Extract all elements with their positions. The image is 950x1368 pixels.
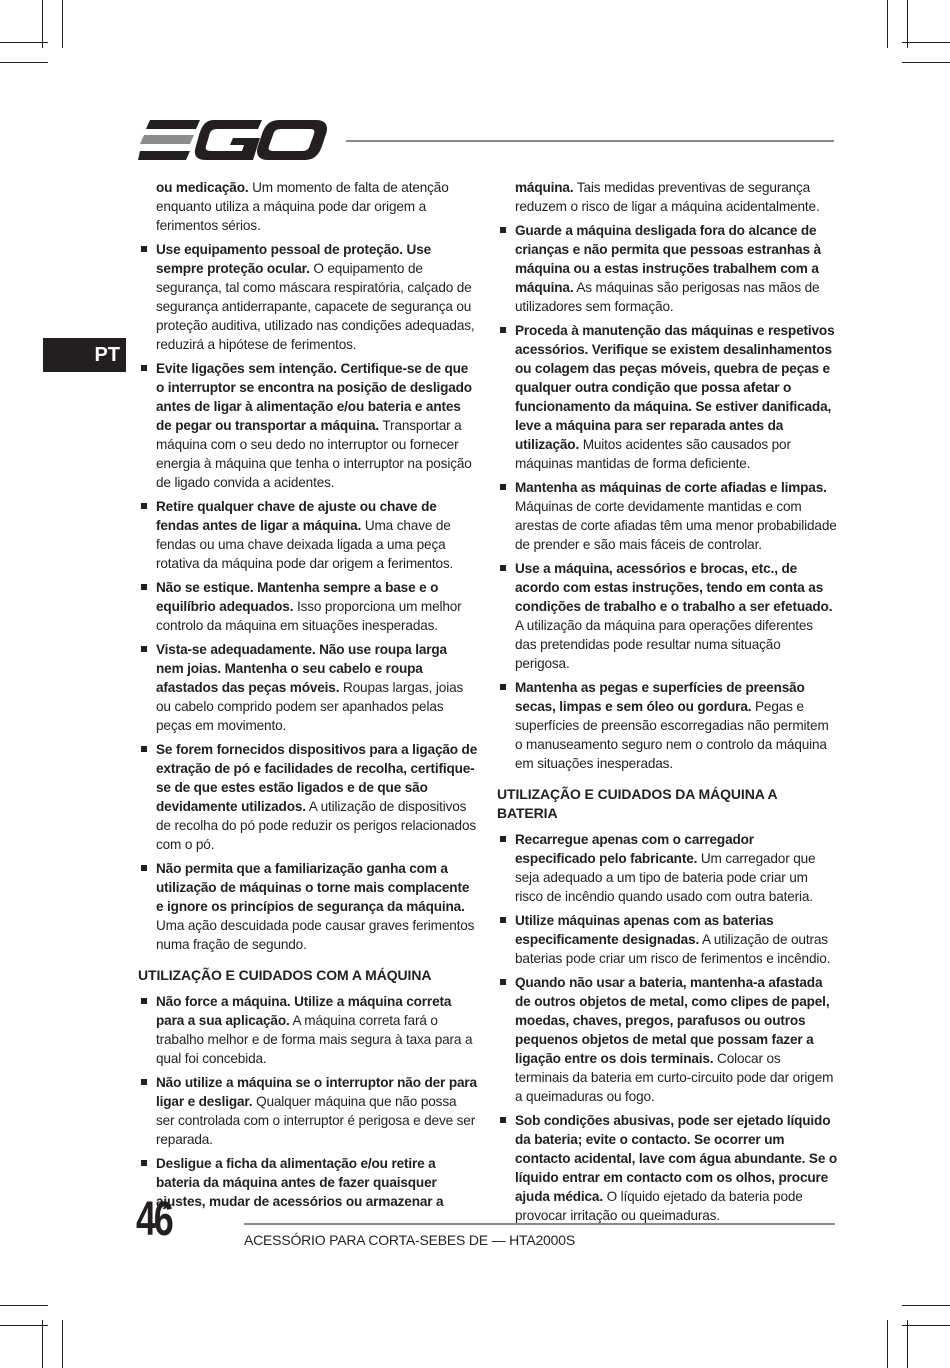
bullet-item bbox=[497, 321, 837, 473]
crop-mark bbox=[0, 1305, 48, 1306]
bold-lead: Use equipamento pessoal de proteção. Use sempre proteção ocular. bbox=[156, 242, 432, 276]
header-rule bbox=[346, 140, 834, 142]
square-bullet-icon bbox=[500, 917, 506, 923]
bold-lead: Vista-se adequadamente. Não use roupa larga nem joias. Mantenha o seu cabelo e roupa afastados das peças móveis. bbox=[156, 642, 447, 695]
body-text: As máquinas são perigosas nas mãos de utilizadores sem formação. bbox=[515, 280, 820, 314]
square-bullet-icon bbox=[141, 503, 147, 509]
crop-mark bbox=[0, 1325, 48, 1326]
bold-lead: ou medicação. bbox=[156, 180, 249, 195]
crop-mark bbox=[42, 0, 43, 48]
bullet-item bbox=[497, 830, 837, 906]
bullet-item bbox=[138, 1073, 478, 1149]
crop-mark bbox=[62, 1320, 63, 1368]
square-bullet-icon bbox=[500, 484, 506, 490]
body-text: A utilização de outras baterias pode criar um risco de ferimentos e incêndio. bbox=[515, 932, 831, 966]
body-text: A utilização da máquina para operações diferentes das pretendidas pode resultar numa situação perigosa. bbox=[515, 618, 813, 671]
bullet-item bbox=[138, 992, 478, 1068]
square-bullet-icon bbox=[500, 1117, 506, 1123]
crop-mark bbox=[902, 1305, 950, 1306]
body-text: O líquido ejetado da bateria pode provocar irritação ou queimaduras. bbox=[515, 1189, 803, 1223]
body-text: O equipamento de segurança, tal como máscara respiratória, calçado de segurança antiderrapante, capacete de segurança ou proteção auditiva, utilizado nas condições adequadas, reduzirá a hipótese de ferimentos. bbox=[156, 261, 475, 352]
bullet-item bbox=[497, 973, 837, 1106]
crop-mark bbox=[0, 42, 48, 43]
bold-lead: Sob condições abusivas, pode ser ejetado líquido da bateria; evite o contacto. Se ocorrer um contacto acidental, lave com água abundante. Se o líquido entrar em contacto com os olhos, procure ajuda médica. bbox=[515, 1113, 838, 1204]
crop-mark bbox=[902, 1325, 950, 1326]
square-bullet-icon bbox=[141, 646, 147, 652]
left-column bbox=[138, 178, 478, 1216]
language-tab: PT bbox=[43, 338, 126, 372]
crop-mark bbox=[0, 62, 48, 63]
body-text: A utilização de dispositivos de recolha do pó pode reduzir os perigos relacionados com o pó. bbox=[156, 799, 477, 852]
bold-lead: Mantenha as pegas e superfícies de preensão secas, limpas e sem óleo ou gordura. bbox=[515, 680, 805, 714]
bullet-item bbox=[138, 740, 478, 854]
bold-lead: máquina. bbox=[515, 180, 574, 195]
bullet-item bbox=[138, 359, 478, 492]
body-text: Colocar os terminais da bateria em curto-circuito pode dar origem a queimaduras ou fogo. bbox=[515, 1051, 834, 1104]
crop-mark bbox=[902, 62, 950, 63]
body-text: Máquinas de corte devidamente mantidas e com arestas de corte afiadas têm uma menor probabilidade de prender e são mais fáceis de controlar. bbox=[515, 499, 837, 552]
bullet-item bbox=[497, 478, 837, 554]
bold-lead: Proceda à manutenção das máquinas e respetivos acessórios. Verifique se existem desalinhamentos ou colagem das peças móveis, quebra de peças e qualquer outra condição que possa afetar o funcionamento da máquina. Se estiver danificada, leve a máquina para ser reparada antes da utilização. bbox=[515, 323, 835, 452]
body-text: Isso proporciona um melhor controlo da máquina em situações inesperadas. bbox=[156, 599, 462, 633]
body-text: Um momento de falta de atenção enquanto utiliza a máquina pode dar origem a ferimentos sérios. bbox=[156, 180, 449, 233]
bold-lead: Desligue a ficha da alimentação e/ou retire a bateria da máquina antes de fazer quaisquer ajustes, mudar de acessórios ou armazenar a bbox=[156, 1156, 444, 1209]
crop-mark bbox=[887, 0, 888, 48]
bold-lead: Se forem fornecidos dispositivos para a ligação de extração de pó e facilidades de recolha, certifique-se de que estes estão ligados e de que são devidamente utilizados. bbox=[156, 742, 478, 814]
bold-lead: Não force a máquina. Utilize a máquina correta para a sua aplicação. bbox=[156, 994, 452, 1028]
crop-mark bbox=[907, 1320, 908, 1368]
square-bullet-icon bbox=[500, 836, 506, 842]
square-bullet-icon bbox=[500, 684, 506, 690]
bullet-item bbox=[138, 240, 478, 354]
footer-title: ACESSÓRIO PARA CORTA-SEBES DE — HTA2000S bbox=[244, 1232, 575, 1248]
section-heading: UTILIZAÇÃO E CUIDADOS DA MÁQUINA A BATERIA bbox=[497, 786, 777, 821]
bold-lead: Guarde a máquina desligada fora do alcance de crianças e não permita que pessoas estranhas à máquina ou a estas instruções trabalhem com a máquina. bbox=[515, 223, 821, 295]
body-text: Transportar a máquina com o seu dedo no interruptor ou fornecer energia à máquina que tenha o interruptor na posição de ligado convida a acidentes. bbox=[156, 418, 472, 490]
section-heading: UTILIZAÇÃO E CUIDADOS COM A MÁQUINA bbox=[138, 967, 432, 983]
bold-lead: Retire qualquer chave de ajuste ou chave de fendas antes de ligar a máquina. bbox=[156, 499, 437, 533]
bullet-item bbox=[138, 497, 478, 573]
crop-mark bbox=[902, 42, 950, 43]
body-text: Muitos acidentes são causados por máquinas mantidas de forma deficiente. bbox=[515, 437, 791, 471]
square-bullet-icon bbox=[500, 227, 506, 233]
body-text: Uma chave de fendas ou uma chave deixada ligada a uma peça rotativa da máquina pode dar origem a ferimentos. bbox=[156, 518, 454, 571]
bold-lead: Quando não usar a bateria, mantenha-a afastada de outros objetos de metal, como clipes de papel, moedas, chaves, pregos, parafusos ou outros pequenos objetos de metal que possam fazer a ligação entre os dois terminais. bbox=[515, 975, 830, 1066]
bullet-item bbox=[497, 1111, 837, 1225]
bullet-item bbox=[138, 859, 478, 954]
ego-logo bbox=[138, 118, 328, 162]
bold-lead: Use a máquina, acessórios e brocas, etc., de acordo com estas instruções, tendo em conta as condições de trabalho e o trabalho a ser efetuado. bbox=[515, 561, 833, 614]
bullet-item bbox=[138, 578, 478, 635]
bold-lead: Mantenha as máquinas de corte afiadas e limpas. bbox=[515, 480, 827, 495]
bold-lead: Não permita que a familiarização ganha com a utilização de máquinas o torne mais complacente e ignore os princípios de segurança da máquina. bbox=[156, 861, 470, 914]
crop-mark bbox=[42, 1320, 43, 1368]
bold-lead: Utilize máquinas apenas com as baterias especificamente designadas. bbox=[515, 913, 774, 947]
body-text: Pegas e superfícies de preensão escorregadias não permitem o manuseamento seguro nem o controlo da máquina em situações inesperadas. bbox=[515, 699, 829, 771]
square-bullet-icon bbox=[141, 1160, 147, 1166]
crop-mark bbox=[62, 0, 63, 48]
body-text: Tais medidas preventivas de segurança reduzem o risco de ligar a máquina acidentalmente. bbox=[515, 180, 820, 214]
bullet-item bbox=[497, 678, 837, 773]
square-bullet-icon bbox=[141, 365, 147, 371]
square-bullet-icon bbox=[141, 584, 147, 590]
square-bullet-icon bbox=[141, 998, 147, 1004]
crop-mark bbox=[907, 0, 908, 48]
bullet-item bbox=[138, 1154, 478, 1211]
body-text: A máquina correta fará o trabalho melhor e de forma mais segura à taxa para a qual foi concebida. bbox=[156, 1013, 473, 1066]
bold-lead: Não utilize a máquina se o interruptor não der para ligar e desligar. bbox=[156, 1075, 477, 1109]
bullet-item bbox=[497, 221, 837, 316]
square-bullet-icon bbox=[500, 327, 506, 333]
bold-lead: Não se estique. Mantenha sempre a base e o equilíbrio adequados. bbox=[156, 580, 439, 614]
right-column bbox=[497, 178, 837, 1230]
square-bullet-icon bbox=[500, 565, 506, 571]
bullet-item bbox=[497, 559, 837, 673]
bold-lead: Evite ligações sem intenção. Certifique-se de que o interruptor se encontra na posição de desligado antes de ligar à alimentação e/ou bateria e antes de pegar ou transportar a máquina. bbox=[156, 361, 472, 433]
body-text: Qualquer máquina que não possa ser controlada com o interruptor é perigosa e deve ser reparada. bbox=[156, 1094, 476, 1147]
body-text: Um carregador que seja adequado a um tipo de bateria pode criar um risco de incêndio quando usado com outra bateria. bbox=[515, 851, 816, 904]
bullet-item bbox=[138, 640, 478, 735]
square-bullet-icon bbox=[141, 246, 147, 252]
square-bullet-icon bbox=[141, 865, 147, 871]
body-text: Roupas largas, joias ou cabelo comprido podem ser apanhados pelas peças em movimento. bbox=[156, 680, 464, 733]
continued-paragraph bbox=[497, 178, 837, 216]
bold-lead: Recarregue apenas com o carregador especificado pelo fabricante. bbox=[515, 832, 754, 866]
bullet-item bbox=[497, 911, 837, 968]
square-bullet-icon bbox=[141, 1079, 147, 1085]
continued-paragraph bbox=[138, 178, 478, 235]
body-text: Uma ação descuidada pode causar graves ferimentos numa fração de segundo. bbox=[156, 918, 475, 952]
footer-rule bbox=[244, 1223, 835, 1225]
page-number: 46 bbox=[136, 1193, 172, 1246]
square-bullet-icon bbox=[500, 979, 506, 985]
square-bullet-icon bbox=[141, 746, 147, 752]
crop-mark bbox=[887, 1320, 888, 1368]
